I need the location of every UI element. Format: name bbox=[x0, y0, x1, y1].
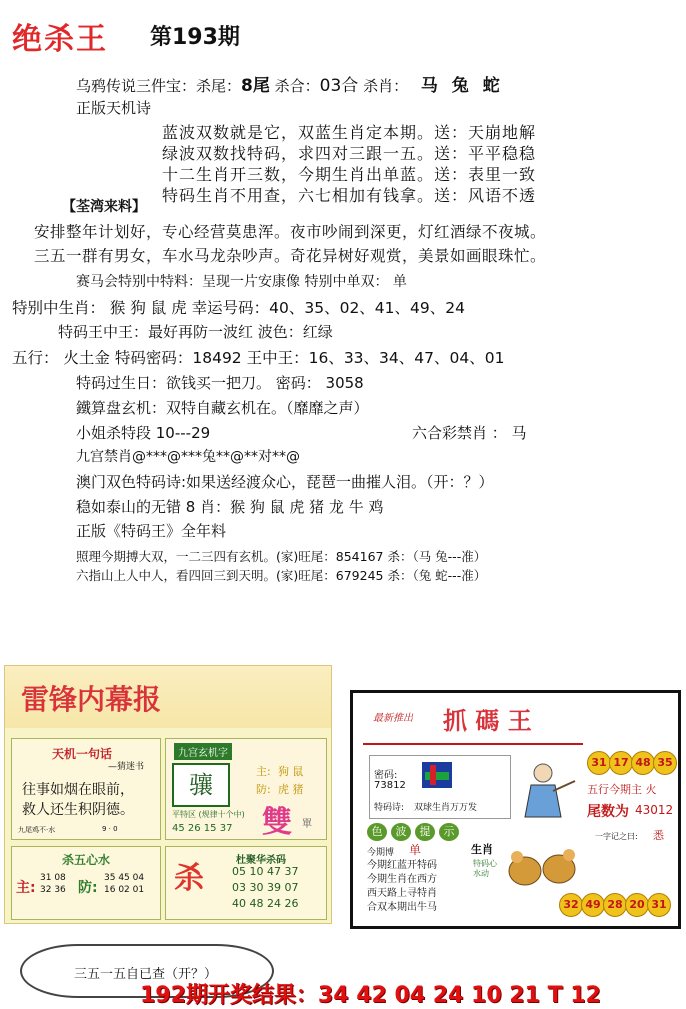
verse-list bbox=[367, 859, 437, 915]
pingte-sub: (规律十个中) bbox=[198, 810, 245, 819]
tianji-tiny: 九尾鸡不·水 bbox=[18, 826, 56, 834]
zhu2-nums1: 31 08 bbox=[40, 873, 66, 883]
zhuama-panel bbox=[350, 690, 681, 929]
ball-bottom-5: 31 bbox=[647, 893, 671, 917]
jiugong-label: 九宫玄机字 bbox=[174, 743, 232, 760]
color-char-4: 示 bbox=[439, 823, 459, 841]
sha-char: 杀 bbox=[174, 861, 204, 896]
poem-line-2: 绿波双数找特码，求四对三跟一五。送：平平稳稳 bbox=[162, 144, 537, 163]
ball-top-1: 31 bbox=[587, 751, 611, 775]
fang-label: 防: bbox=[256, 783, 271, 796]
duxiao-label: 杜聚华杀码 bbox=[236, 855, 286, 866]
verse-2: 救人还生积阴德。 bbox=[22, 802, 134, 818]
heart-box bbox=[11, 846, 161, 920]
ball-bottom-4: 20 bbox=[625, 893, 649, 917]
pingte-title: 平特区 bbox=[172, 810, 196, 819]
macau-poem-line: 澳门双色特码诗:如果送经渡众心，琵琶一曲摧人泪。（开：？） bbox=[76, 473, 494, 491]
kill-he: 03合 bbox=[319, 76, 359, 96]
tema-value: 双球生肖万万发 bbox=[414, 803, 478, 813]
issue-number: 第193期 bbox=[150, 25, 240, 50]
duxiao-box bbox=[165, 846, 327, 920]
shengxiao-label: 生肖 bbox=[471, 843, 493, 856]
tema-label: 特码诗: bbox=[374, 803, 405, 813]
mima-value: 73812 bbox=[374, 780, 406, 791]
paragraph-1: 安排整年计划好，专心经营莫患浑。夜市吵闹到深更，灯红酒绿不夜城。 bbox=[34, 223, 547, 241]
yiju-label: 一字记之曰: bbox=[595, 832, 638, 841]
leifeng-header bbox=[5, 666, 331, 728]
verse-1: 往事如烟在眼前， bbox=[22, 782, 134, 798]
eight-zodiac-line: 稳如泰山的无错 8 肖：猴 狗 鼠 虎 猪 龙 牛 鸡 bbox=[76, 498, 384, 516]
poem-line-3: 十二生肖开三数，今期生肖出单蓝。送：表里一致 bbox=[162, 165, 537, 184]
kill-xiao-label: 杀肖： bbox=[363, 77, 409, 95]
zhuama-tag: 最新推出 bbox=[373, 713, 413, 724]
mima-label: 密码: bbox=[374, 770, 398, 781]
texiao-label: 特码心水动 bbox=[473, 859, 497, 878]
divider bbox=[363, 743, 583, 745]
tianji-label: 天机一句话 bbox=[52, 747, 113, 761]
verse-item-3: 西天路上寻特肖 bbox=[367, 888, 437, 899]
nine-palace-line: 九宫禁肖@***@***兔**@**对**@ bbox=[76, 449, 300, 465]
leifeng-panel bbox=[4, 665, 332, 924]
jiugong-char: 骧 bbox=[172, 763, 230, 807]
weishu-value: 43012 bbox=[635, 803, 674, 817]
verse-item-4: 合双本期出牛马 bbox=[367, 902, 437, 913]
duxiao-row-3: 40 48 24 26 bbox=[232, 897, 299, 910]
fang2-nums2: 16 02 01 bbox=[104, 885, 145, 895]
jinqi-value: 单 bbox=[409, 843, 422, 857]
kill-he-label: 杀合： bbox=[274, 77, 320, 95]
zhuama-title: 抓 碼 王 bbox=[443, 706, 532, 735]
color-char-3: 提 bbox=[415, 823, 435, 841]
pingte-nums: 45 26 15 37 bbox=[172, 823, 233, 834]
verse-item-2: 今期生肖在西方 bbox=[367, 874, 437, 885]
fang2-label: 防: bbox=[78, 880, 98, 896]
ball-bottom-2: 49 bbox=[581, 893, 605, 917]
annual-line-2: 六指山上人中人，看四回三到天明。(家)旺尾：679245 杀：（兔 蛇---准） bbox=[76, 568, 487, 583]
dan-char: 單 bbox=[302, 819, 312, 830]
five-element-line: 五行： 火土金 特码密码：18492 王中王：16、33、34、47、04、01 bbox=[12, 349, 505, 367]
zhu-label: 主: bbox=[256, 765, 271, 778]
ball-bottom-1: 32 bbox=[559, 893, 583, 917]
kill-tail: 8尾 bbox=[241, 76, 270, 96]
pingte-label bbox=[172, 809, 245, 820]
leifeng-title: 雷锋内幕报 bbox=[21, 683, 162, 716]
annual-line-1: 照理今期搏大双，一二三四有玄机。(家)旺尾：854167 杀：（马 兔---准） bbox=[76, 549, 487, 564]
poem-line-1: 蓝波双数就是它，双蓝生肖定本期。送：天崩地解 bbox=[162, 123, 537, 142]
abacus-line: 鐵算盘玄机：双特自藏玄机在。（靡靡之声） bbox=[76, 399, 369, 417]
wuxing-line: 五行今期主 火 bbox=[587, 783, 657, 796]
miss-kill-line: 小姐杀特段 10---29 bbox=[76, 424, 211, 442]
zodiac-lucky-line: 特别中生肖： 猴 狗 鼠 虎 幸运号码：40、35、02、41、49、24 bbox=[12, 299, 465, 317]
color-char-2: 波 bbox=[391, 823, 411, 841]
heart-label: 杀五心水 bbox=[62, 853, 111, 867]
duxiao-row-1: 05 10 47 37 bbox=[232, 865, 299, 878]
zhu-value: 狗 鼠 bbox=[278, 765, 304, 778]
page-title: 绝杀王 bbox=[12, 22, 108, 57]
ball-top-2: 17 bbox=[609, 751, 633, 775]
yiju-value: 悉 bbox=[653, 829, 664, 842]
horse-club-line: 赛马会特别中特料：呈现一片安康像 特别中单双： 单 bbox=[76, 274, 407, 290]
scholar-illustration bbox=[513, 751, 583, 821]
shuang-char: 雙 bbox=[262, 805, 292, 840]
logo-icon bbox=[422, 762, 452, 788]
zhu2-label: 主: bbox=[16, 880, 36, 896]
zhu2-nums2: 32 36 bbox=[40, 885, 66, 895]
birthday-line: 特码过生日：欲钱买一把刀。 密码： 3058 bbox=[76, 374, 364, 392]
mice-illustration bbox=[503, 843, 583, 893]
fang-value: 虎 猪 bbox=[278, 783, 304, 796]
duxiao-row-2: 03 30 39 07 bbox=[232, 881, 299, 894]
wave-color-line: 特码王中王：最好再防一波红 波色：红绿 bbox=[58, 323, 333, 341]
crow-legend-line bbox=[76, 71, 504, 96]
paragraph-2: 三五一群有男女，车水马龙杂吵声。奇花异树好观赏，美景如画眼珠忙。 bbox=[34, 247, 547, 265]
tianji-box bbox=[11, 738, 161, 840]
jinqi-label: 今期博 bbox=[367, 848, 395, 858]
ball-top-3: 48 bbox=[631, 751, 655, 775]
jiugong-box bbox=[165, 738, 327, 840]
poem-line-4: 特码生肖不用查，六七相加有钱拿。送：风语不透 bbox=[162, 186, 537, 205]
tianji-tiny-nums: 9 · 0 bbox=[102, 825, 118, 833]
weishu-label: 尾数为 bbox=[587, 804, 629, 820]
mima-box bbox=[369, 755, 511, 819]
ball-top-4: 35 bbox=[653, 751, 677, 775]
kill-xiao: 马 兔 蛇 bbox=[420, 76, 504, 96]
fang2-nums1: 35 45 04 bbox=[104, 873, 145, 883]
tianji-sub: —猜迷书 bbox=[108, 762, 145, 772]
ball-bottom-3: 28 bbox=[603, 893, 627, 917]
section-quanwan: 【荃湾来料】 bbox=[62, 199, 146, 215]
tianji-poem-label: 正版天机诗 bbox=[76, 99, 152, 117]
color-char-1: 色 bbox=[367, 823, 387, 841]
verse-item-1: 今期红蓝开特码 bbox=[367, 860, 437, 871]
draw-result: 192期开奖结果：34 42 04 24 10 21 T 12 bbox=[140, 983, 601, 1008]
crow-label: 乌鸦传说三件宝：杀尾： bbox=[76, 77, 242, 95]
forbidden-zodiac: 六合彩禁肖 ： 马 bbox=[412, 424, 527, 442]
annual-label: 正版《特码王》全年料 bbox=[76, 522, 227, 540]
cloud-text: 三五一五自已查（开？） bbox=[74, 967, 218, 982]
